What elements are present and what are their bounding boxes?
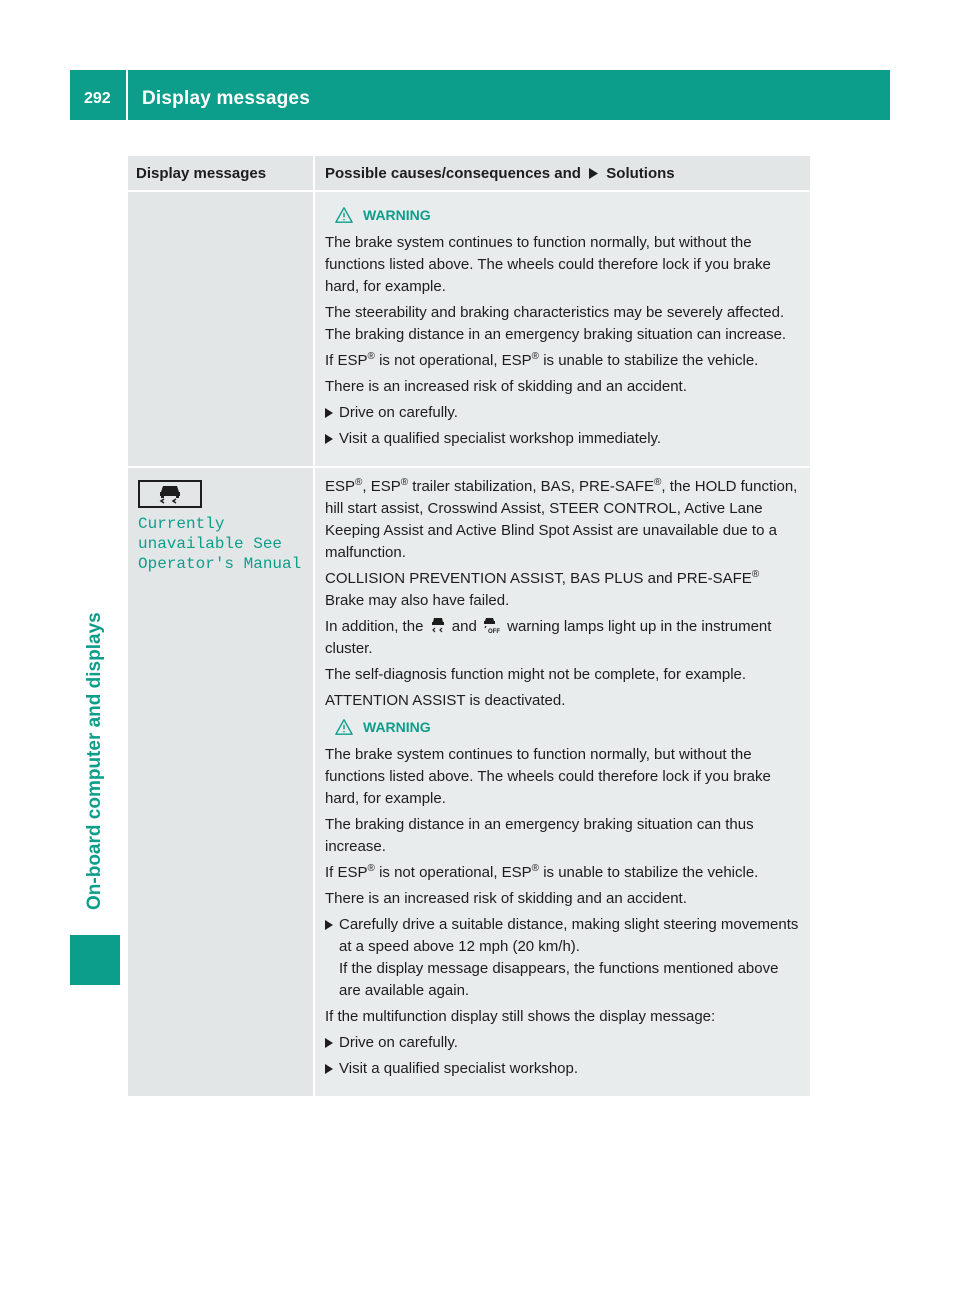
- warning-text: If ESP® is not operational, ESP® is unable to stabilize the vehicle.: [325, 863, 759, 881]
- page-number: 292: [84, 90, 111, 107]
- side-tab-marker: [70, 935, 120, 985]
- step-arrow-icon: [589, 168, 598, 179]
- warning-text: The braking distance in an emergency braking situation can thus increase.: [325, 816, 754, 855]
- warning-label: WARNING: [363, 207, 431, 223]
- svg-text:OFF: OFF: [487, 629, 500, 635]
- warning-text: The brake system continues to function normally, but without the functions listed above. The wheels could therefore lock if you brake hard, for example.: [325, 234, 771, 295]
- solution-step: Drive on carefully.: [325, 402, 802, 424]
- table-cell-solution: [314, 467, 810, 1096]
- side-tab: [84, 530, 114, 910]
- cause-text: The self-diagnosis function might not be complete, for example.: [325, 666, 747, 683]
- cause-text: ATTENTION ASSIST is deactivated.: [325, 692, 566, 709]
- table-row: [128, 191, 810, 467]
- warning-heading: [325, 204, 802, 226]
- warning-triangle-icon: [335, 718, 353, 736]
- solution-step: Visit a qualified specialist workshop immediately.: [325, 428, 802, 450]
- cause-text: ESP®, ESP® trailer stabilization, BAS, PRE-SAFE®, the HOLD function, hill start assist, Crosswind Assist, STEER CONTROL, Active Lane Keeping Assist and Active Blind Spot Assist are unavailable due to a malfunction.: [325, 477, 798, 561]
- warning-text: There is an increased risk of skidding and an accident.: [325, 890, 687, 907]
- table-cell-message: [128, 191, 314, 467]
- step-arrow-icon: [325, 1038, 333, 1048]
- table-header-row: [128, 156, 810, 191]
- cause-text: COLLISION PREVENTION ASSIST, BAS PLUS and PRE-SAFE® Brake may also have failed.: [325, 569, 760, 609]
- esp-skid-icon: [138, 480, 202, 508]
- step-arrow-icon: [325, 1064, 333, 1074]
- col-header-display-messages: Display messages: [128, 156, 314, 191]
- solution-step: Carefully drive a suitable distance, making slight steering movements at a speed above 12 mph (20 km/h). If the display message disappears, the functions mentioned above are available again.: [325, 914, 802, 1002]
- header-divider: [126, 70, 128, 120]
- warning-text: If ESP® is not operational, ESP® is unable to stabilize the vehicle.: [325, 351, 759, 369]
- cause-text: In addition, the and OFF warning lamps light up in the instrument cluster.: [325, 618, 772, 657]
- display-message: Currently unavailable See Operator's Manual: [138, 515, 302, 573]
- table-cell-message: [128, 467, 314, 1096]
- step-arrow-icon: [325, 434, 333, 444]
- warning-triangle-icon: [335, 206, 353, 224]
- col-header-causes-text: Possible causes/consequences and: [325, 164, 581, 182]
- table-cell-solution: [314, 191, 810, 467]
- warning-text: There is an increased risk of skidding and an accident.: [325, 378, 687, 395]
- esp-off-icon: [483, 617, 501, 635]
- solution-step: Visit a qualified specialist workshop.: [325, 1058, 802, 1080]
- step-arrow-icon: [325, 408, 333, 418]
- esp-skid-icon: [430, 617, 446, 635]
- table-row: [128, 467, 810, 1096]
- step-arrow-icon: [325, 920, 333, 930]
- page-header: [70, 70, 890, 120]
- solution-step: Drive on carefully.: [325, 1032, 802, 1054]
- warning-heading: [325, 716, 802, 738]
- warning-text: The steerability and braking characteristics may be severely affected. The braking distance in an emergency braking situation can increase.: [325, 304, 787, 343]
- warning-label: WARNING: [363, 719, 431, 735]
- side-tab-label: On-board computer and displays: [84, 612, 105, 910]
- display-messages-table: [128, 156, 810, 1096]
- page-title: Display messages: [142, 88, 310, 109]
- cause-text: If the multifunction display still shows the display message:: [325, 1008, 716, 1025]
- col-header-solutions-text: Solutions: [606, 164, 675, 182]
- warning-text: The brake system continues to function normally, but without the functions listed above. The wheels could therefore lock if you brake hard, for example.: [325, 746, 771, 807]
- col-header-causes: [314, 156, 810, 191]
